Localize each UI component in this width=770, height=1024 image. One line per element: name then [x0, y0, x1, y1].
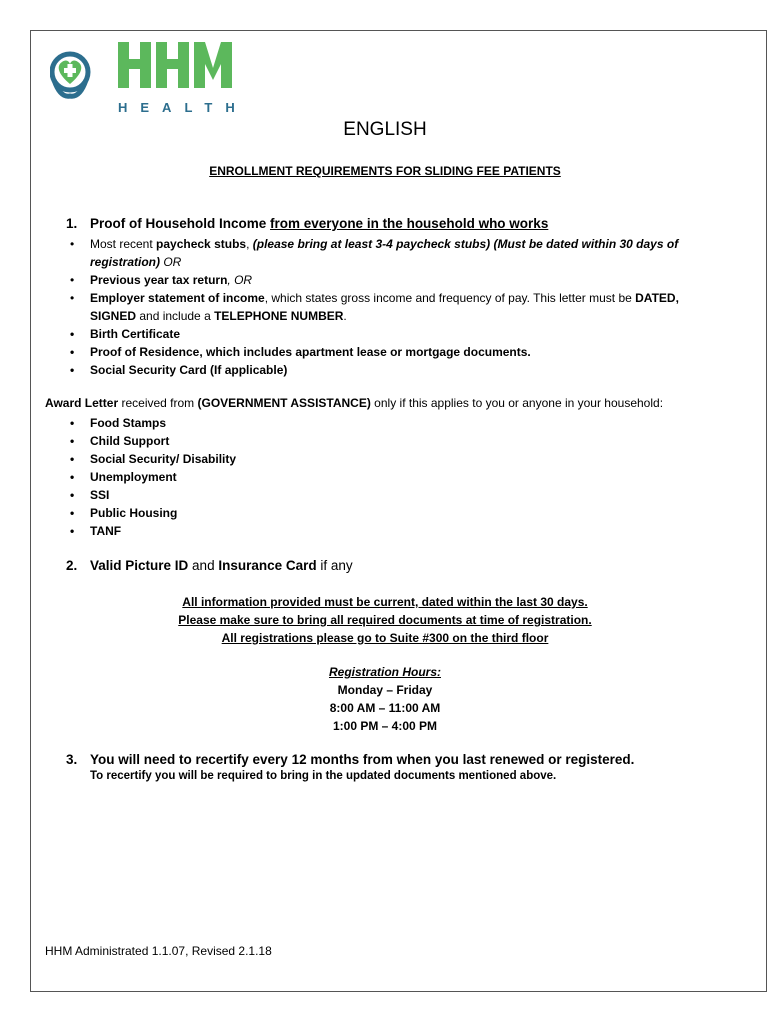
registration-notice	[0, 593, 770, 647]
list-item: • Proof of Residence, which includes apartment lease or mortgage documents.	[66, 343, 706, 361]
list-item: • Child Support	[66, 432, 236, 450]
award-letter-line: Award Letter received from (GOVERNMENT ASSISTANCE) only if this applies to you or anyone in your household:	[45, 396, 664, 410]
registration-hours	[0, 663, 770, 735]
income-proof-list	[66, 235, 706, 379]
notice-line: Please make sure to bring all required documents at time of registration.	[178, 613, 592, 627]
page-title: ENGLISH	[343, 119, 427, 140]
list-item: • Employer statement of income, which states gross income and frequency of pay. This letter must be DATED, SIGNED and include a TELEPHONE NUMBER.	[66, 289, 706, 325]
list-item: • Social Security/ Disability	[66, 450, 236, 468]
hours-afternoon: 1:00 PM – 4:00 PM	[332, 719, 438, 733]
list-item: • Food Stamps	[66, 414, 236, 432]
notice-line: All information provided must be current, dated within the last 30 days.	[182, 595, 588, 609]
list-item: • SSI	[66, 486, 236, 504]
list-item: • Birth Certificate	[66, 325, 706, 343]
notice-line: All registrations please go to Suite #300 on the third floor	[221, 631, 549, 645]
section-3-heading: 3. You will need to recertify every 12 months from when you last renewed or registered.	[66, 752, 635, 767]
hours-days: Monday – Friday	[337, 683, 433, 697]
page-subtitle: ENROLLMENT REQUIREMENTS FOR SLIDING FEE PATIENTS	[209, 164, 561, 178]
footer-revision: HHM Administrated 1.1.07, Revised 2.1.18	[45, 944, 272, 958]
list-item: • Previous year tax return, OR	[66, 271, 706, 289]
list-item: • Social Security Card (If applicable)	[66, 361, 706, 379]
list-item: • TANF	[66, 522, 236, 540]
list-item: • Public Housing	[66, 504, 236, 522]
list-item: • Unemployment	[66, 468, 236, 486]
hours-morning: 8:00 AM – 11:00 AM	[329, 701, 441, 715]
list-item: • Most recent paycheck stubs, (please bring at least 3-4 paycheck stubs) (Must be dated within 30 days of registration) OR	[66, 235, 706, 271]
logo-health-word: HEALTH	[118, 100, 248, 115]
recertify-note: To recertify you will be required to bring in the updated documents mentioned above.	[90, 770, 557, 782]
section-1-heading: 1. Proof of Household Income from everyone in the household who works	[66, 216, 549, 231]
section-2-heading: 2. Valid Picture ID and Insurance Card if any	[66, 558, 353, 573]
assistance-list	[66, 414, 236, 540]
hours-label: Registration Hours:	[328, 665, 441, 679]
